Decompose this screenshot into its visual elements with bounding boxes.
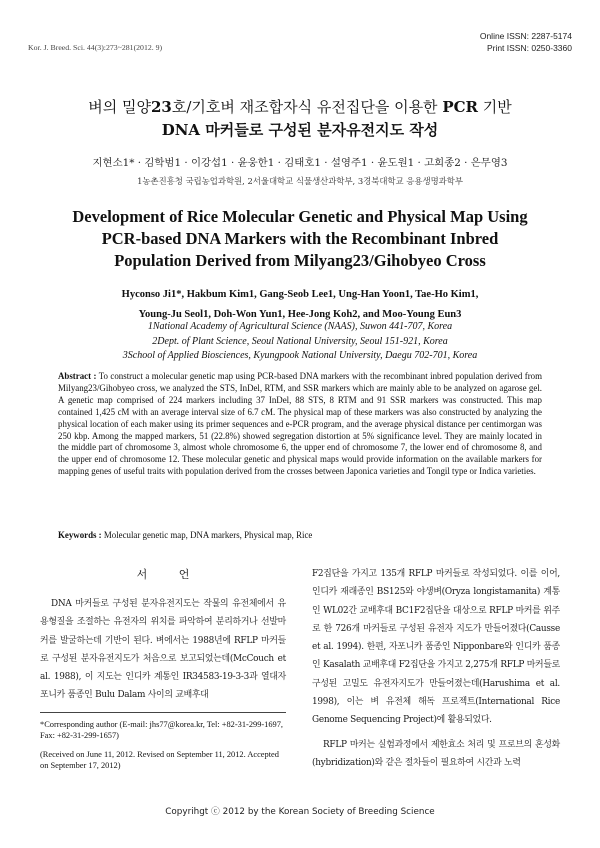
right-body-paragraph-2: RFLP 마커는 실험과정에서 제한효소 처리 및 프로브의 혼성화(hybridization)와 같은 절차들이 필요하여 시간과 노력 — [312, 739, 560, 768]
english-affiliation-1: 1National Academy of Agricultural Science (NAAS), Suwon 441-707, Korea — [147, 321, 453, 332]
abstract-text: To construct a molecular genetic map using PCR-based DNA markers with the recombinant inbred population derived from Milyang23/Gihobyeo cross, we analyzed the STS, InDel, RTM, and SSR markers which are mainly able to be analyzed on agarose gel. A genetic map comprised of 224 markers including 37 InDel, 88 STS, 8 RTM and 91 SSR markers was constructed. This map contained 1,425 cM with an average interval size of 6.7 cM. The physical map of these markers was also constructed by analyzing the physical location of each maker using its primer sequences and e-PCR program, and the average physical distance per centimorgan was 250 kbp. Among the mapped markers, 51 (22.8%) showed segregation distortion at 5% significance level. They are mainly located in the middle part of chromosome 3, almost whole chromosome 6, the upper end of chromosome 7, the lower end of chromosome 8, and the upper end of chromosome 12. These molecular genetic and physical maps would provide information on the available markers for mapping genes of useful traits with population derived from the crosses between Japonica varieties and Tongil type or Indica varieties. — [58, 371, 543, 477]
english-title — [60, 206, 540, 272]
right-body-paragraph-1: F2집단을 가지고 135개 RFLP 마커들로 작성되었다. 이를 이어, 인디카 재래종인 BS125와 야생벼(Oryza longistamanita) 계통인 WL02간 교배후대 BC1F2집단을 대상으로 RFLP 마커를 위주로 한 726개 마커들로 구성된 유전자 지도가 만들어졌다(Causse et al. 1994). 한편, 자포니카 품종인 Nipponbare와 인디카 품종인 Kasalath 교배후대 F2집단을 가지고 2,275개 RFLP 마커들로 구성된 고밀도 유전자지도가 만들어졌는데(Harushima et al. 1998), 이는 벼 유전체 해독 프로젝트(International Rice Genome Sequencing Project)에 활용되었다. — [312, 569, 560, 726]
keywords-label: Keywords : — [58, 530, 102, 540]
online-issn: Online ISSN: 2287-5174 — [479, 31, 572, 41]
english-title-line-1: Development of Rice Molecular Genetic and Physical Map Using — [72, 207, 528, 226]
ko-title-part: 기반 — [478, 98, 512, 116]
english-title-line-2: PCR-based DNA Markers with the Recombinant Inbred — [101, 229, 499, 248]
left-body-paragraph: DNA 마커들로 구성된 분자유전지도는 작물의 유전체에서 유용형질을 조절하는 유전자의 위치를 파악하여 분리하거나 선발마커를 발굴하는데 기반이 된다. 벼에서는 1988년에 RFLP 마커들로 구성된 분자유전지도가 처음으로 보고되었는데(McCouch et al. 1988), 이 지도는 인디카 계통인 IR34583-19-3-3과 열대자포니카 품종인 Bulu Dalam 사이의 교배후대 — [40, 599, 286, 701]
ko-title-part: 벼의 밀양 — [88, 98, 151, 116]
ko-title-part: 호 — [171, 98, 187, 116]
copyright-notice: Copyrihgt ⓒ 2012 by the Korean Society of Breeding Science — [165, 807, 435, 817]
english-affiliation-3: 3School of Applied Biosciences, Kyungpook National University, Daegu 702-701, Korea — [122, 350, 478, 361]
received-dates-note: (Received on June 11, 2012. Revised on September 11, 2012. Accepted on September 17, 2012) — [40, 749, 279, 771]
section-heading-introduction: 서 언 — [136, 568, 204, 581]
english-authors — [70, 285, 530, 325]
ko-title-part: /기호벼 재조합자식 유전집단을 이용한 — [186, 98, 443, 116]
korean-affiliations: 1농촌진흥청 국립농업과학원, 2서울대학교 식물생산과학부, 3경북대학교 응용생명과학부 — [137, 176, 463, 186]
korean-authors: 지현소1* · 김학범1 · 이강섭1 · 윤웅한1 · 김태호1 · 설영주1 · 윤도원1 · 고희종2 · 은무영3 — [92, 157, 508, 169]
footnotes — [40, 719, 286, 772]
korean-title — [0, 96, 600, 142]
ko-title-part: PCR — [442, 98, 478, 116]
korean-title-line-2: DNA 마커들로 구성된 분자유전지도 작성 — [161, 121, 439, 139]
issn-block — [480, 30, 572, 54]
english-title-line-3: Population Derived from Milyang23/Gihobyeo Cross — [114, 251, 486, 270]
keywords — [58, 530, 542, 540]
print-issn: Print ISSN: 0250-3360 — [486, 43, 572, 53]
journal-reference: Kor. J. Breed. Sci. 44(3):273~281(2012. 9) — [28, 43, 163, 52]
ko-title-part: 23 — [150, 98, 172, 116]
corresponding-author-note: *Corresponding author (E-mail: jhs77@korea.kr, Tel: +82-31-299-1697, Fax: +82-31-299-1657) — [40, 719, 284, 741]
english-affiliation-2: 2Dept. of Plant Science, Seoul National University, Seoul 151-921, Korea — [152, 335, 448, 347]
english-authors-line-1: Hyconso Ji1*, Hakbum Kim1, Gang-Seob Lee1, Ung-Han Yoon1, Tae-Ho Kim1, — [121, 289, 479, 300]
left-column — [40, 566, 286, 772]
right-column — [312, 565, 560, 772]
english-authors-line-2: Young-Ju Seol1, Doh-Won Yun1, Hee-Jong Koh2, and Moo-Young Eun3 — [138, 309, 462, 320]
keywords-text: Molecular genetic map, DNA markers, Physical map, Rice — [103, 530, 313, 540]
korean-title-line-1 — [0, 96, 600, 119]
abstract — [58, 371, 542, 478]
footnote-divider — [40, 712, 286, 713]
english-affiliations — [60, 320, 540, 364]
abstract-label: Abstract : — [58, 371, 97, 381]
